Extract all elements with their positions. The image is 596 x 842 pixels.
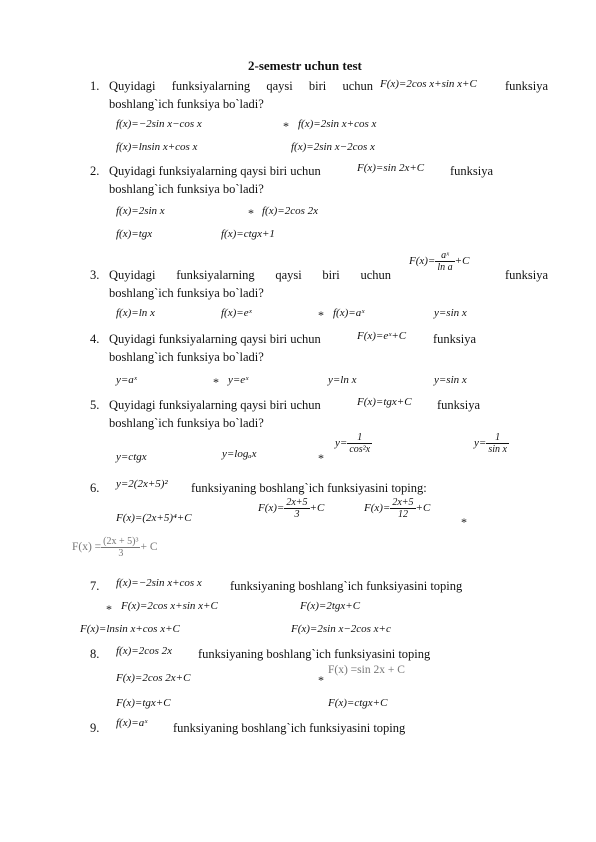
q6-option-c: F(x)= $\frac{2x+5}{12}$ +C	[364, 497, 431, 520]
q1-option-c: f(x)=lnsin x+cos x	[116, 141, 198, 153]
q5-formula: F(x)=tgx+C	[357, 396, 412, 408]
q7-option-b: F(x)=2tgx+C	[300, 600, 361, 612]
q3-formula: F(x)= $\frac{\text{aˣ}}{\text{ln a}}$ +C	[409, 250, 470, 273]
page-title: 2-semestr uchun test	[248, 58, 362, 73]
q3-option-c: f(x)=aˣ	[333, 307, 365, 319]
q5-option-b: y=logₐx	[222, 448, 257, 460]
q4-option-b: y=eˣ	[228, 374, 249, 386]
q6-option-b: F(x)= $\frac{2x+5}{3}$ +C	[258, 497, 325, 520]
q3-text: Quyidagi funksiyalarning qaysi biri uchun	[109, 268, 391, 282]
q6-option-a: F(x)=(2x+5)⁴+C	[116, 512, 192, 524]
q6-number: 6.	[90, 481, 100, 495]
q4-option-a: y=aˣ	[116, 374, 137, 386]
q8-option-c: F(x)=tgx+C	[116, 697, 171, 709]
q1-text-end: funksiya	[505, 79, 549, 93]
q2-text-line2: boshlang`ich funksiya bo`ladi?	[109, 182, 264, 196]
q2-option-b: f(x)=2cos 2x	[262, 205, 318, 217]
q5-text-end: funksiya	[437, 398, 481, 412]
q2-number: 2.	[90, 164, 100, 178]
correct-marker: *	[318, 308, 324, 322]
correct-marker: *	[106, 602, 112, 616]
correct-marker: *	[461, 515, 467, 529]
q4-formula: F(x)=eˣ+C	[357, 330, 407, 342]
q9-formula: f(x)=aˣ	[116, 717, 148, 729]
q5-text: Quyidagi funksiyalarning qaysi biri uchun	[109, 398, 321, 412]
q5-text-line2: boshlang`ich funksiya bo`ladi?	[109, 416, 264, 430]
q1-number: 1.	[90, 79, 100, 93]
q8-option-a: F(x)=2cos 2x+C	[116, 672, 191, 684]
q3-text-line2: boshlang`ich funksiya bo`ladi?	[109, 286, 264, 300]
q7-option-c: F(x)=lnsin x+cos x+C	[80, 623, 180, 635]
q5-option-a: y=ctgx	[116, 451, 147, 463]
q2-formula: F(x)=sin 2x+C	[357, 162, 425, 174]
q7-option-a: F(x)=2cos x+sin x+C	[121, 600, 218, 612]
q7-number: 7.	[90, 579, 100, 593]
q4-option-d: y=sin x	[434, 374, 467, 386]
q3-option-d: y=sin x	[434, 307, 467, 319]
q9-number: 9.	[90, 721, 100, 735]
q5-number: 5.	[90, 398, 100, 412]
q3-option-a: f(x)=ln x	[116, 307, 155, 319]
q8-text: funksiyaning boshlang`ich funksiyasini toping	[198, 647, 431, 661]
q1-formula: F(x)=2cos x+sin x+C	[380, 78, 477, 90]
q1-option-a: f(x)=−2sin x−cos x	[116, 118, 202, 130]
q2-text-end: funksiya	[450, 164, 494, 178]
q4-text: Quyidagi funksiyalarning qaysi biri uchun	[109, 332, 321, 346]
q6-option-d: F(x) = $\frac{\text{(2x + 5)³}}{3}$ + C	[72, 536, 158, 559]
q6-text: funksiyaning boshlang`ich funksiyasini toping:	[191, 481, 427, 495]
q1-text-line2: boshlang`ich funksiya bo`ladi?	[109, 97, 264, 111]
q1-option-d: f(x)=2sin x−2cos x	[291, 141, 375, 153]
q2-option-c: f(x)=tgx	[116, 228, 153, 240]
q2-text: Quyidagi funksiyalarning qaysi biri uchun	[109, 164, 321, 178]
correct-marker: *	[248, 206, 254, 220]
q3-option-b: f(x)=eˣ	[221, 307, 252, 319]
q3-number: 3.	[90, 268, 100, 282]
q3-text-end: funksiya	[505, 268, 549, 282]
q5-option-c: y= $\frac{1}{\text{cos²x}}$	[335, 432, 371, 455]
q6-formula: y=2(2x+5)²	[116, 478, 168, 490]
correct-marker: *	[213, 375, 219, 389]
q1-option-b: f(x)=2sin x+cos x	[298, 118, 377, 130]
q7-text: funksiyaning boshlang`ich funksiyasini toping	[230, 579, 463, 593]
q8-option-d: F(x)=ctgx+C	[328, 697, 388, 709]
q8-number: 8.	[90, 647, 100, 661]
q2-option-d: f(x)=ctgx+1	[221, 228, 275, 240]
q1-text: Quyidagi funksiyalarning qaysi biri uchun	[109, 79, 373, 93]
correct-marker: *	[283, 119, 289, 133]
q2-option-a: f(x)=2sin x	[116, 205, 165, 217]
q8-formula: f(x)=2cos 2x	[116, 645, 172, 657]
q7-option-d: F(x)=2sin x−2cos x+c	[291, 623, 391, 635]
q4-text-end: funksiya	[433, 332, 477, 346]
q9-text: funksiyaning boshlang`ich funksiyasini toping	[173, 721, 406, 735]
q7-formula: f(x)=−2sin x+cos x	[116, 577, 202, 589]
q4-option-c: y=ln x	[328, 374, 357, 386]
q4-number: 4.	[90, 332, 100, 346]
correct-marker: *	[318, 673, 324, 687]
correct-marker: *	[318, 451, 324, 465]
q4-text-line2: boshlang`ich funksiya bo`ladi?	[109, 350, 264, 364]
q8-option-b: F(x) =sin 2x + C	[328, 664, 405, 676]
q5-option-d: y= $\frac{1}{\text{sin x}}$	[474, 432, 507, 455]
